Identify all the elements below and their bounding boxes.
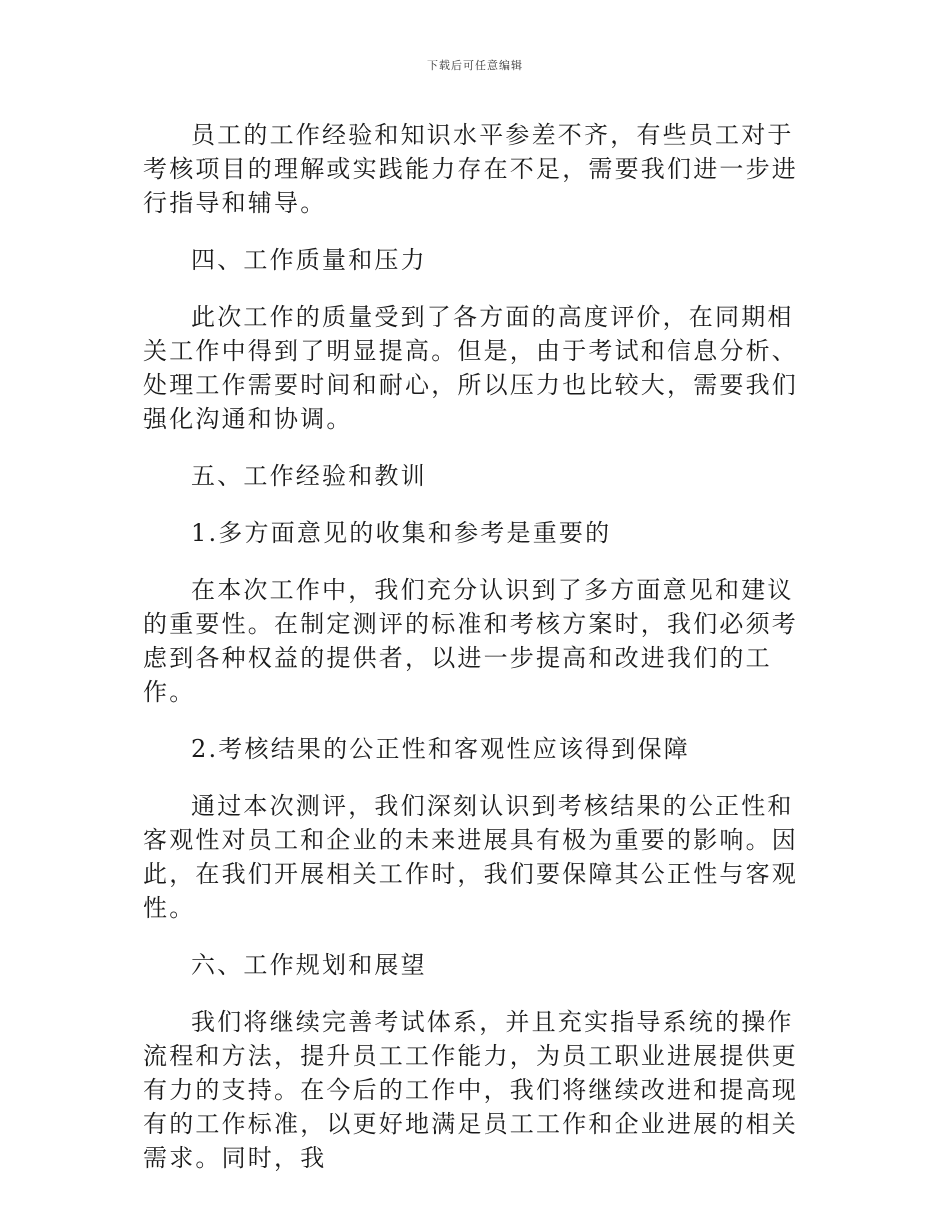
subheading-5-2: 2.考核结果的公正性和客观性应该得到保障 — [191, 735, 690, 763]
section-heading-4: 四、工作质量和压力 — [191, 246, 427, 274]
section-heading-6: 六、工作规划和展望 — [191, 951, 427, 979]
document-body — [143, 118, 811, 1175]
paragraph-fairness: 通过本次测评，我们深刻认识到考核结果的公正性和客观性对员工和企业的未来进展具有极为重要的影响。因此，在我们开展相关工作时，我们要保障其公正性与客观性。 — [143, 792, 798, 922]
paragraph-planning: 我们将继续完善考试体系，并且充实指导系统的操作流程和方法，提升员工工作能力，为员工职业进展提供更有力的支持。在今后的工作中，我们将继续改进和提高现有的工作标准，以更好地满足员工工作和企业进展的相关需求。同时，我 — [143, 1008, 798, 1172]
page-header: 下载后可任意编辑 — [427, 59, 523, 72]
subheading-5-1: 1.多方面意见的收集和参考是重要的 — [191, 519, 612, 547]
paragraph-opinions: 在本次工作中，我们充分认识到了多方面意见和建议的重要性。在制定测评的标准和考核方案时，我们必须考虑到各种权益的提供者，以进一步提高和改进我们的工作。 — [143, 576, 798, 706]
paragraph-staff-experience: 员工的工作经验和知识水平参差不齐，有些员工对于考核项目的理解或实践能力存在不足，需要我们进一步进行指导和辅导。 — [143, 121, 798, 217]
section-heading-5: 五、工作经验和教训 — [191, 462, 427, 490]
paragraph-work-quality: 此次工作的质量受到了各方面的高度评价，在同期相关工作中得到了明显提高。但是，由于考试和信息分析、处理工作需要时间和耐心，所以压力也比较大，需要我们强化沟通和协调。 — [143, 303, 798, 433]
